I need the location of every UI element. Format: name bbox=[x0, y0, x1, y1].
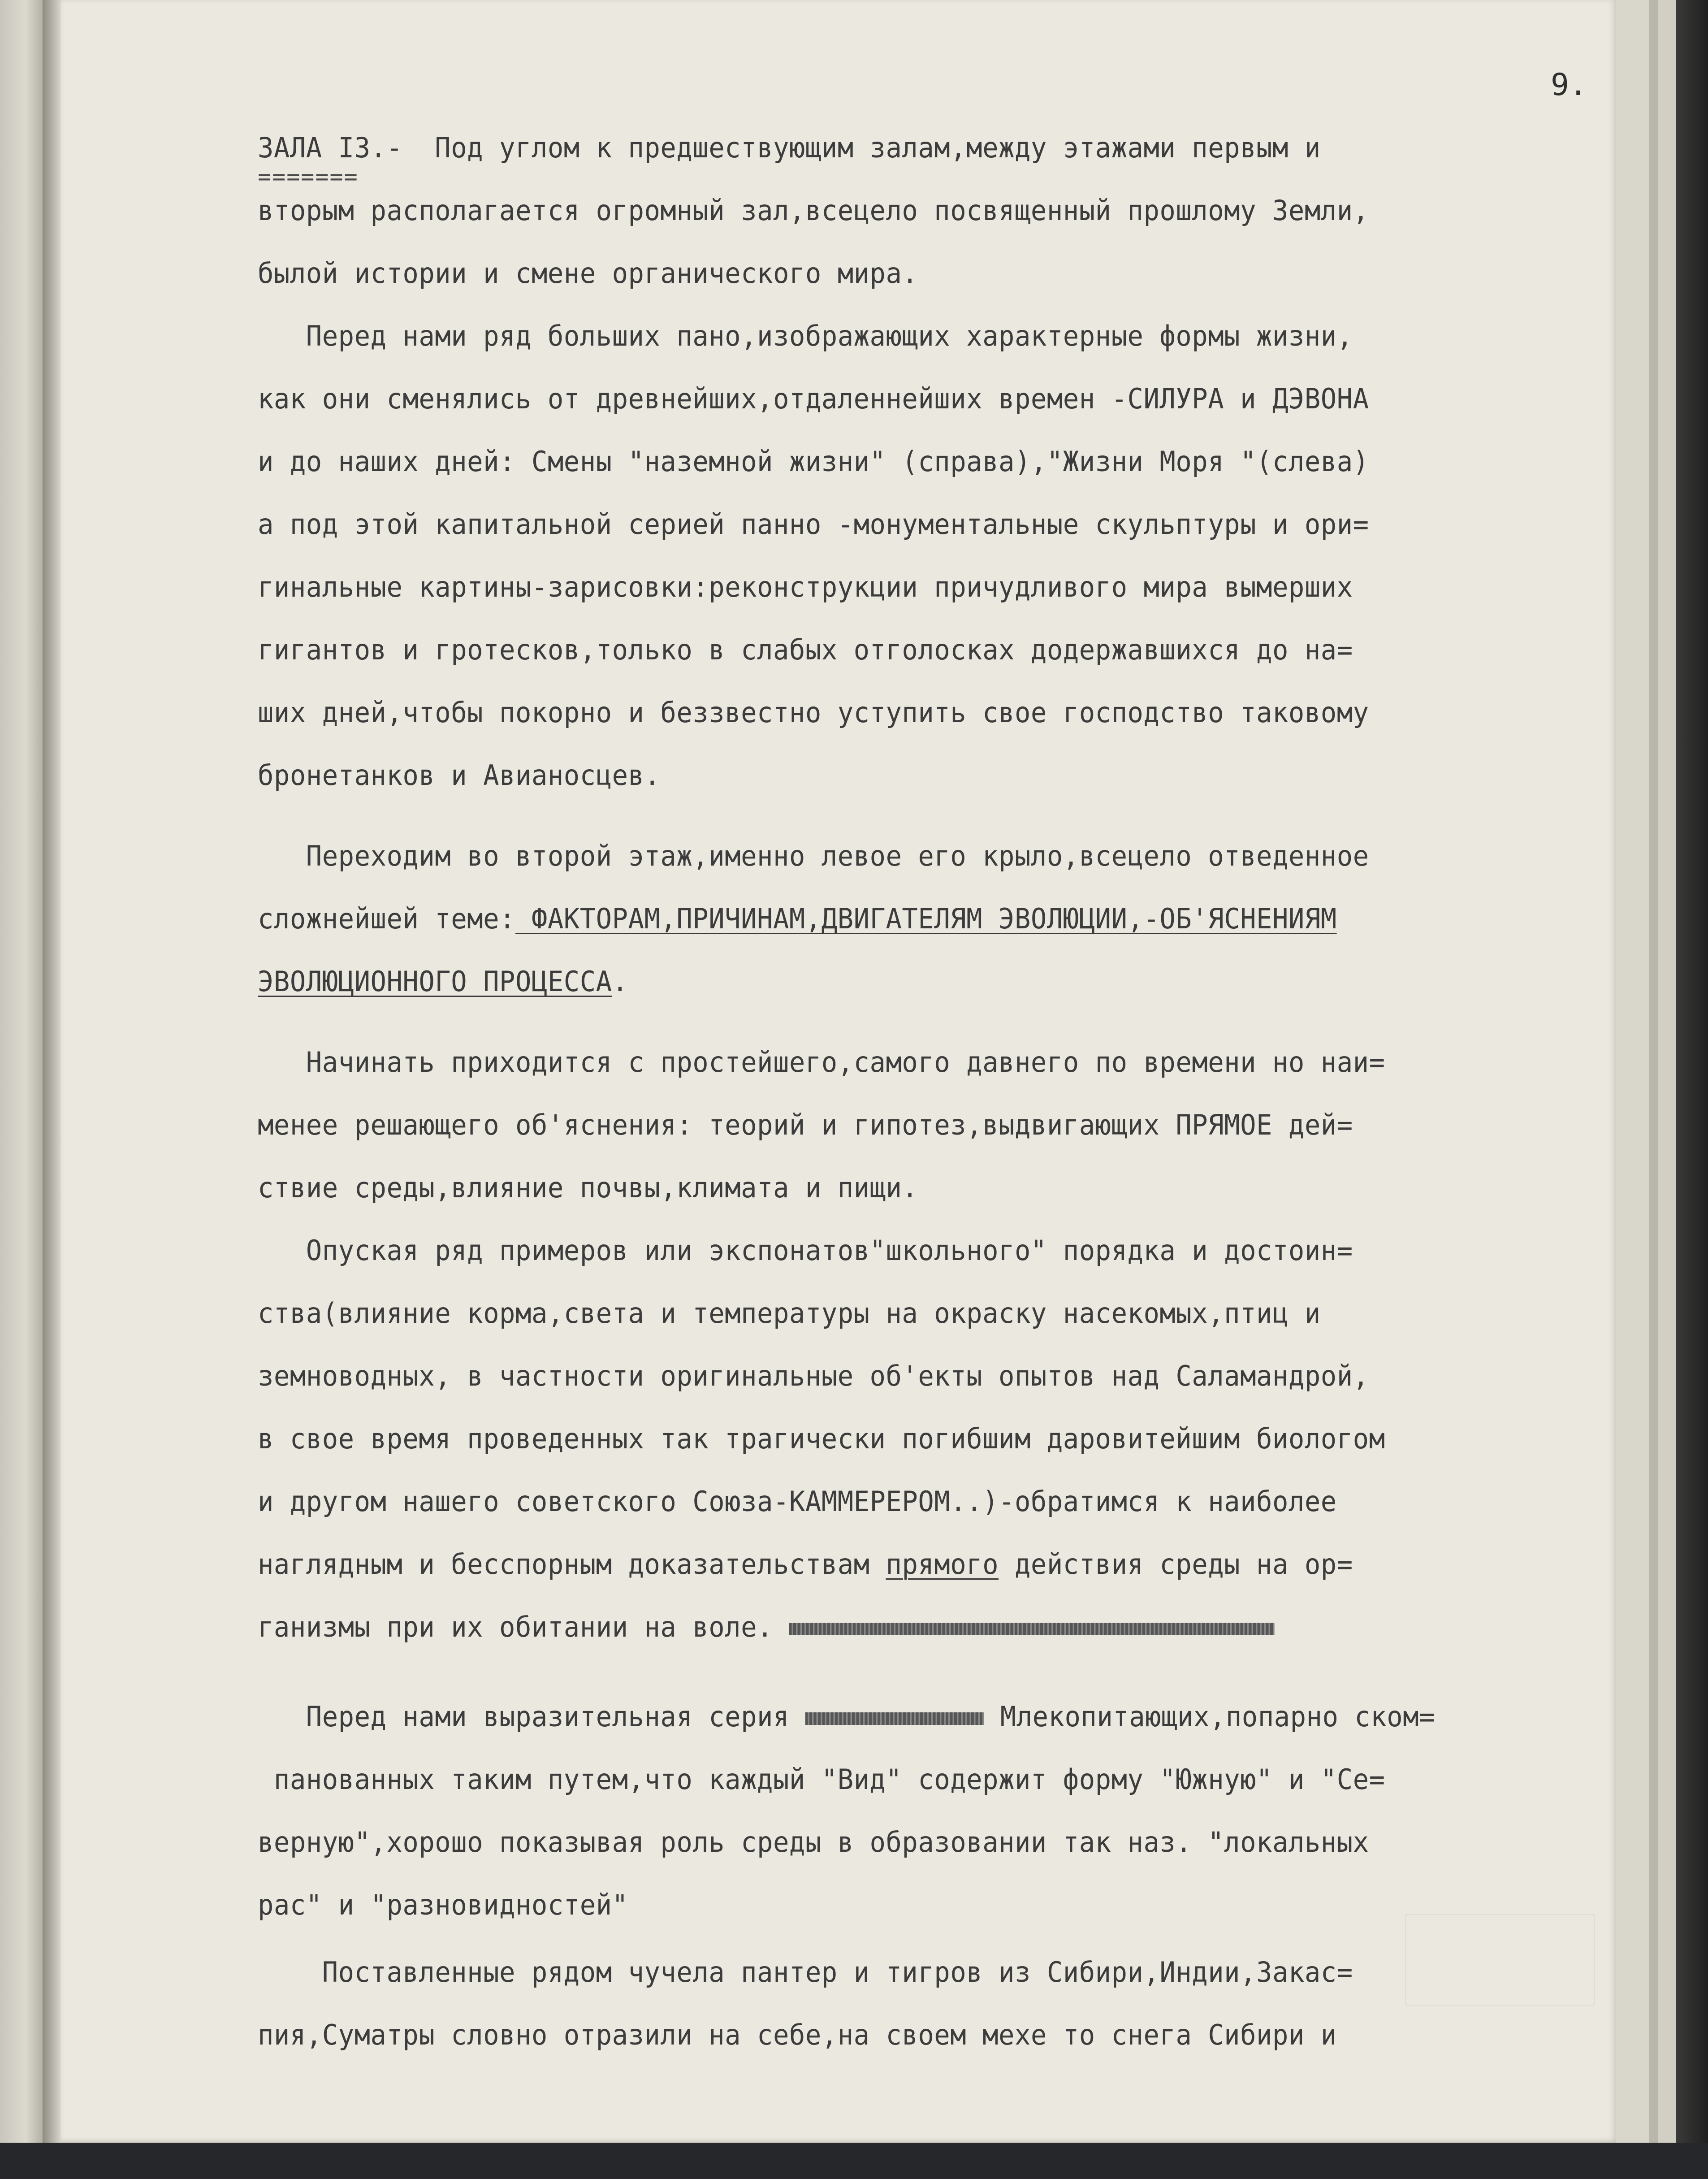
faint-stamp-mark bbox=[1405, 1914, 1595, 2006]
text-line: и до наших дней: Смены "наземной жизни" (справа),"Жизни Моря "(слева) bbox=[258, 445, 1369, 478]
struck-out-text bbox=[805, 1712, 984, 1725]
background-right bbox=[1676, 0, 1708, 2179]
text-span: действия среды на ор= bbox=[999, 1548, 1353, 1581]
text-line: Опуская ряд примеров или экспонатов"школьного" порядка и достоин= bbox=[258, 1234, 1353, 1267]
text-span: . bbox=[612, 965, 628, 998]
struck-out-text bbox=[789, 1623, 1275, 1635]
text-line: вторым располагается огромный зал,всецело посвященный прошлому Земли, bbox=[258, 194, 1369, 227]
text-line: бронетанков и Авианосцев. bbox=[258, 759, 661, 792]
text-line: былой истории и смене органического мира. bbox=[258, 257, 918, 290]
text-line: менее решающего об'яснения: теорий и гипотез,выдвигающих ПРЯМОЕ дей= bbox=[258, 1109, 1353, 1141]
text-line: ЗАЛА I3.- Под углом к предшествующим залам,между этажами первым и bbox=[258, 131, 1321, 164]
previous-page-edge bbox=[0, 0, 43, 2179]
text-span: наглядным и бесспорным доказательствам bbox=[258, 1548, 886, 1581]
text-line bbox=[258, 1699, 1435, 1735]
text-line: земноводных, в частности оригинальные об'екты опытов над Саламандрой, bbox=[258, 1360, 1369, 1392]
next-pages-edge-shadow bbox=[1649, 0, 1658, 2179]
text-line: панованных таким путем,что каждый "Вид" содержит форму "Южную" и "Се= bbox=[258, 1763, 1385, 1796]
text-line: Переходим во второй этаж,именно левое его крыло,всецело отведенное bbox=[258, 840, 1369, 872]
text-line: и другом нашего советского Союза-КАММЕРЕРОМ..)-обратимся к наиболее bbox=[258, 1485, 1337, 1518]
text-line: гинальные картины-зарисовки:реконструкции причудливого мира вымерших bbox=[258, 571, 1353, 603]
background-bottom bbox=[0, 2143, 1708, 2179]
text-line bbox=[258, 1609, 1275, 1645]
text-span: сложнейшей теме: bbox=[258, 902, 515, 935]
underlined-text: прямого bbox=[886, 1548, 999, 1581]
typewritten-page bbox=[61, 0, 1616, 2143]
text-line: в свое время проведенных так трагически погибшим даровитейшим биологом bbox=[258, 1422, 1385, 1455]
text-line bbox=[258, 901, 1337, 937]
page-number: 9. bbox=[1551, 67, 1587, 103]
text-line: Поставленные рядом чучела пантер и тигров из Сибири,Индии,Закас= bbox=[258, 1956, 1353, 1988]
next-pages-edge-outer bbox=[1658, 0, 1676, 2179]
text-line: ства(влияние корма,света и температуры на окраску насекомых,птиц и bbox=[258, 1297, 1321, 1330]
text-line: пия,Суматры словно отразили на себе,на своем мехе то снега Сибири и bbox=[258, 2019, 1337, 2051]
underlined-text: ЭВОЛЮЦИОННОГО ПРОЦЕССА bbox=[258, 965, 612, 998]
text-line: как они сменялись от древнейших,отдаленнейших времен -СИЛУРА и ДЭВОНА bbox=[258, 382, 1369, 415]
text-line: гигантов и гротесков,только в слабых отголосках додержавшихся до на= bbox=[258, 633, 1353, 666]
underlined-text: ФАКТОРАМ,ПРИЧИНАМ,ДВИГАТЕЛЯМ ЭВОЛЮЦИИ,-ОБ'ЯСНЕНИЯМ bbox=[515, 902, 1337, 935]
text-span: Перед нами выразительная серия bbox=[258, 1700, 789, 1733]
text-line: а под этой капитальной серией панно -монументальные скульптуры и ори= bbox=[258, 508, 1369, 541]
heading-double-underline: ======= bbox=[258, 164, 359, 190]
text-line: верную",хорошо показывая роль среды в образовании так наз. "локальных bbox=[258, 1826, 1369, 1858]
text-line bbox=[258, 1547, 1353, 1582]
text-line: рас" и "разновидностей" bbox=[258, 1889, 628, 1921]
text-line: ствие среды,влияние почвы,климата и пищи. bbox=[258, 1171, 918, 1204]
text-span: Млекопитающих,попарно ском= bbox=[984, 1700, 1436, 1733]
text-line: Начинать приходится с простейшего,самого давнего по времени но наи= bbox=[258, 1046, 1385, 1079]
text-line: ших дней,чтобы покорно и беззвестно уступить свое господство таковому bbox=[258, 696, 1369, 729]
text-line bbox=[258, 964, 628, 1000]
binding-gutter bbox=[43, 0, 61, 2179]
text-span: ганизмы при их обитании на воле. bbox=[258, 1611, 773, 1643]
text-line: Перед нами ряд больших пано,изображающих характерные формы жизни, bbox=[258, 320, 1353, 352]
